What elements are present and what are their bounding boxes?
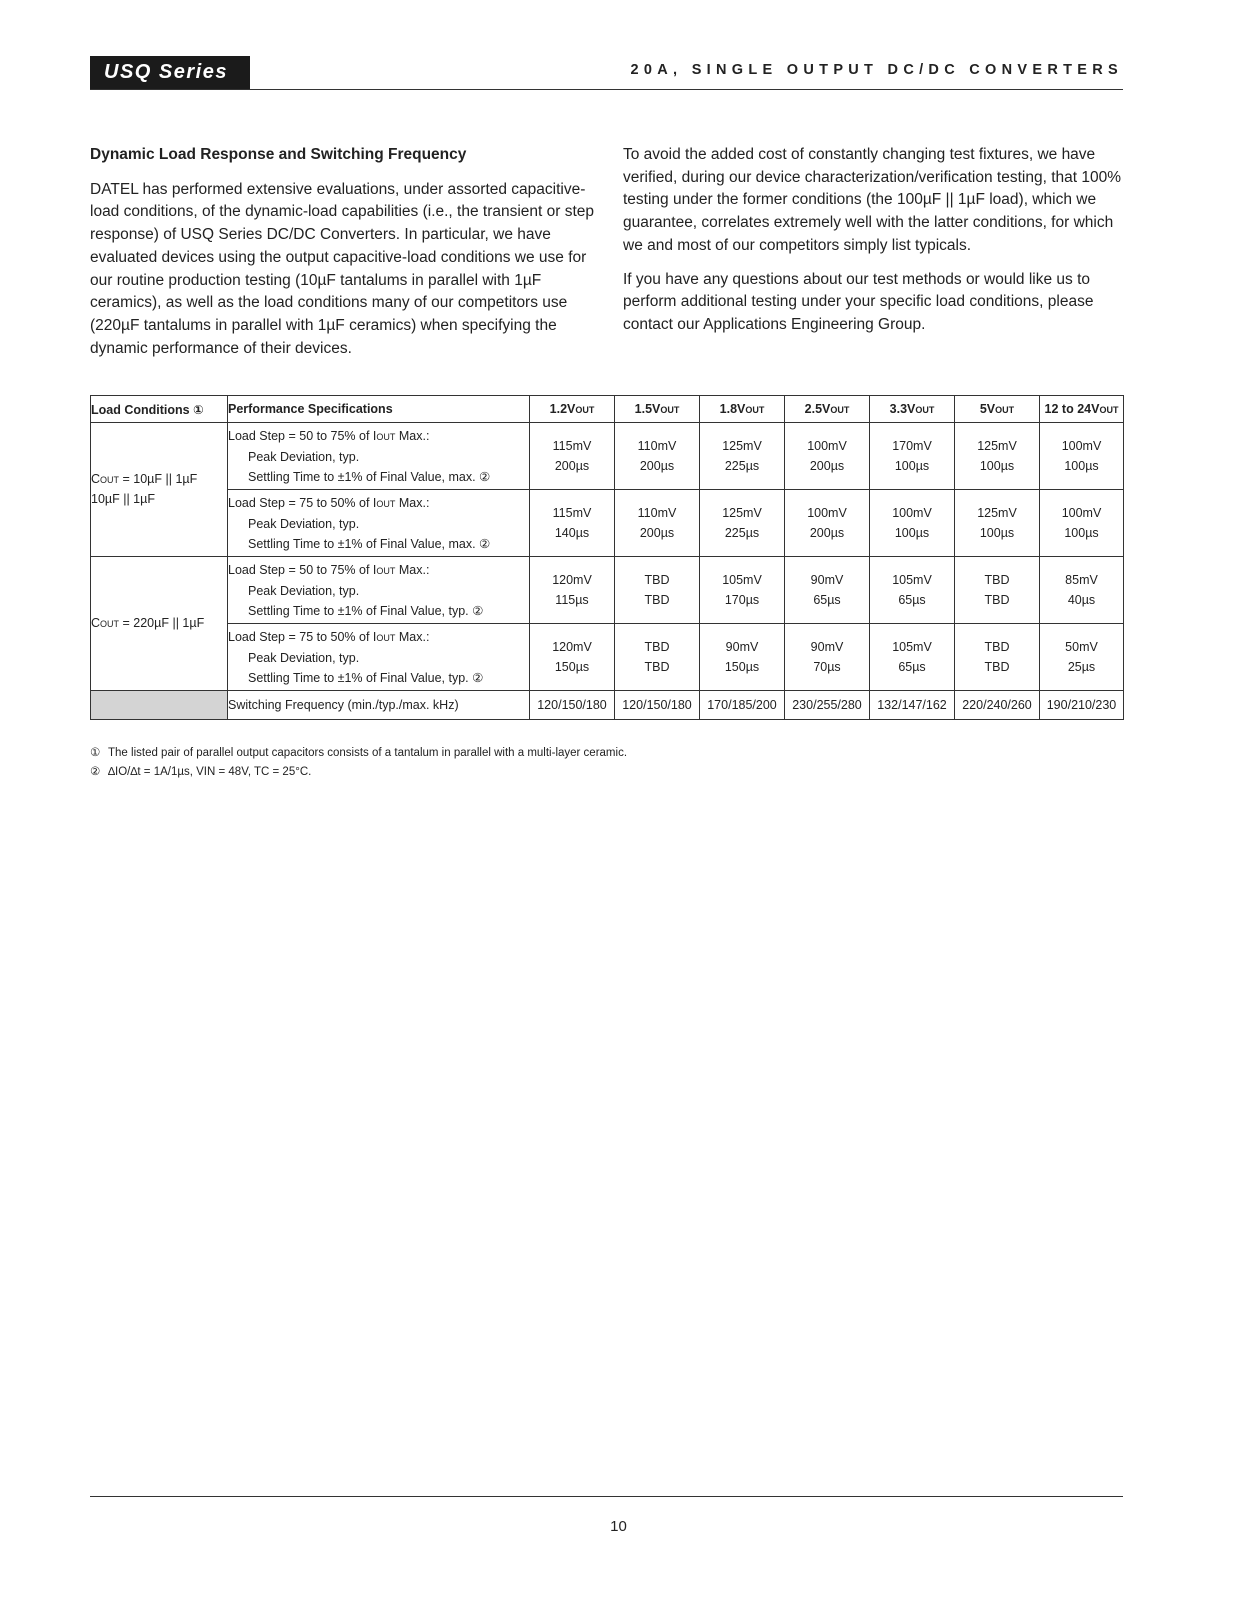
- value-cell: 100mV 100µs: [870, 490, 955, 557]
- table-row: [91, 490, 1124, 557]
- header-vout: 1.2VOUT: [530, 396, 615, 423]
- header-vout: 5VOUT: [955, 396, 1040, 423]
- right-column: [623, 144, 1123, 348]
- table-row: [91, 624, 1124, 691]
- value-cell: 50mV 25µs: [1040, 624, 1124, 691]
- header-vout: 1.8VOUT: [700, 396, 785, 423]
- value-cell: 170mV 100µs: [870, 423, 955, 490]
- value-cell: 105mV 65µs: [870, 557, 955, 624]
- performance-spec-cell: Load Step = 75 to 50% of IOUT Max.: Peak Deviation, typ. Settling Time to ±1% of Final Value, typ. ②: [228, 624, 530, 691]
- header-title: 20A, SINGLE OUTPUT DC/DC CONVERTERS: [630, 62, 1123, 78]
- table-header-row: [91, 396, 1124, 423]
- footnotes: [90, 744, 627, 782]
- value-cell: 100mV 100µs: [1040, 490, 1124, 557]
- header-vout: 1.5VOUT: [615, 396, 700, 423]
- performance-spec-cell: Load Step = 50 to 75% of IOUT Max.: Peak Deviation, typ. Settling Time to ±1% of Final Value, max. ②: [228, 423, 530, 490]
- value-cell: TBD TBD: [955, 557, 1040, 624]
- value-cell: 115mV 200µs: [530, 423, 615, 490]
- value-cell: 85mV 40µs: [1040, 557, 1124, 624]
- value-cell: TBD TBD: [955, 624, 1040, 691]
- value-cell: TBD TBD: [615, 624, 700, 691]
- value-cell: 125mV 100µs: [955, 423, 1040, 490]
- value-cell: 100mV 200µs: [785, 490, 870, 557]
- right-paragraph-2: If you have any questions about our test methods or would like us to perform additional testing under your specific load conditions, please contact our Applications Engineering Group.: [623, 270, 1094, 333]
- table-row: [91, 557, 1124, 624]
- header-vout: 12 to 24VOUT: [1040, 396, 1124, 423]
- footnote: ② ∆IO/∆t = 1A/1µs, VIN = 48V, TC = 25°C.: [90, 766, 312, 778]
- value-cell: 190/210/230: [1040, 691, 1124, 720]
- value-cell: 105mV 65µs: [870, 624, 955, 691]
- value-cell: 110mV 200µs: [615, 423, 700, 490]
- value-cell: 125mV 100µs: [955, 490, 1040, 557]
- value-cell: 100mV 100µs: [1040, 423, 1124, 490]
- value-cell: 132/147/162: [870, 691, 955, 720]
- table-row: [91, 423, 1124, 490]
- value-cell: 120/150/180: [615, 691, 700, 720]
- footer-rule: [90, 1496, 1123, 1497]
- switching-frequency-row: [91, 691, 1124, 720]
- switching-frequency-label: Switching Frequency (min./typ./max. kHz): [228, 691, 530, 720]
- load-condition-cell: COUT = 10µF || 1µF 10µF || 1µF: [91, 423, 228, 557]
- header-vout: 2.5VOUT: [785, 396, 870, 423]
- value-cell: 90mV 70µs: [785, 624, 870, 691]
- load-condition-cell: COUT = 220µF || 1µF: [91, 557, 228, 691]
- page-header: [90, 56, 1123, 90]
- value-cell: 105mV 170µs: [700, 557, 785, 624]
- value-cell: 125mV 225µs: [700, 423, 785, 490]
- right-paragraph-1: To avoid the added cost of constantly changing test fixtures, we have verified, during our device characterization/verification testing, that 100% testing under the former conditions (the 100µF || 1µF load), which we guarantee, correlates extremely well with the latter conditions, for which we and most of our competitors simply list typicals.: [623, 146, 1121, 254]
- value-cell: 120mV 150µs: [530, 624, 615, 691]
- value-cell: 125mV 225µs: [700, 490, 785, 557]
- value-cell: 90mV 65µs: [785, 557, 870, 624]
- value-cell: 115mV 140µs: [530, 490, 615, 557]
- footnote: ① The listed pair of parallel output capacitors consists of a tantalum in parallel with a multi-layer ceramic.: [90, 747, 628, 759]
- value-cell: TBD TBD: [615, 557, 700, 624]
- performance-spec-cell: Load Step = 50 to 75% of IOUT Max.: Peak Deviation, typ. Settling Time to ±1% of Final Value, typ. ②: [228, 557, 530, 624]
- left-column: [90, 144, 600, 371]
- dynamic-response-table: [90, 395, 1124, 720]
- value-cell: 120/150/180: [530, 691, 615, 720]
- value-cell: 170/185/200: [700, 691, 785, 720]
- value-cell: 90mV 150µs: [700, 624, 785, 691]
- left-paragraph: DATEL has performed extensive evaluations, under assorted capacitive-load conditions, of the dynamic-load capabilities (i.e., the transient or step response) of USQ Series DC/DC Converters. In particular, we have evaluated devices using the output capacitive-load conditions we use for our routine production testing (10µF tantalums in parallel with 1µF ceramics), as well as the load conditions many of our competitors use (220µF tantalums in parallel with 1µF ceramics) when specifying the dynamic performance of their devices.: [90, 180, 595, 357]
- header-performance-specs: Performance Specifications: [228, 396, 530, 423]
- value-cell: 110mV 200µs: [615, 490, 700, 557]
- performance-spec-cell: Load Step = 75 to 50% of IOUT Max.: Peak Deviation, typ. Settling Time to ±1% of Final Value, max. ②: [228, 490, 530, 557]
- section-heading: Dynamic Load Response and Switching Frequency: [90, 146, 467, 163]
- value-cell: 220/240/260: [955, 691, 1040, 720]
- header-load-conditions: Load Conditions ①: [91, 396, 228, 423]
- page-number: 10: [610, 1518, 627, 1535]
- value-cell: 120mV 115µs: [530, 557, 615, 624]
- header-vout: 3.3VOUT: [870, 396, 955, 423]
- shaded-cell: [91, 691, 228, 720]
- value-cell: 230/255/280: [785, 691, 870, 720]
- series-badge: USQ Series: [90, 56, 250, 89]
- value-cell: 100mV 200µs: [785, 423, 870, 490]
